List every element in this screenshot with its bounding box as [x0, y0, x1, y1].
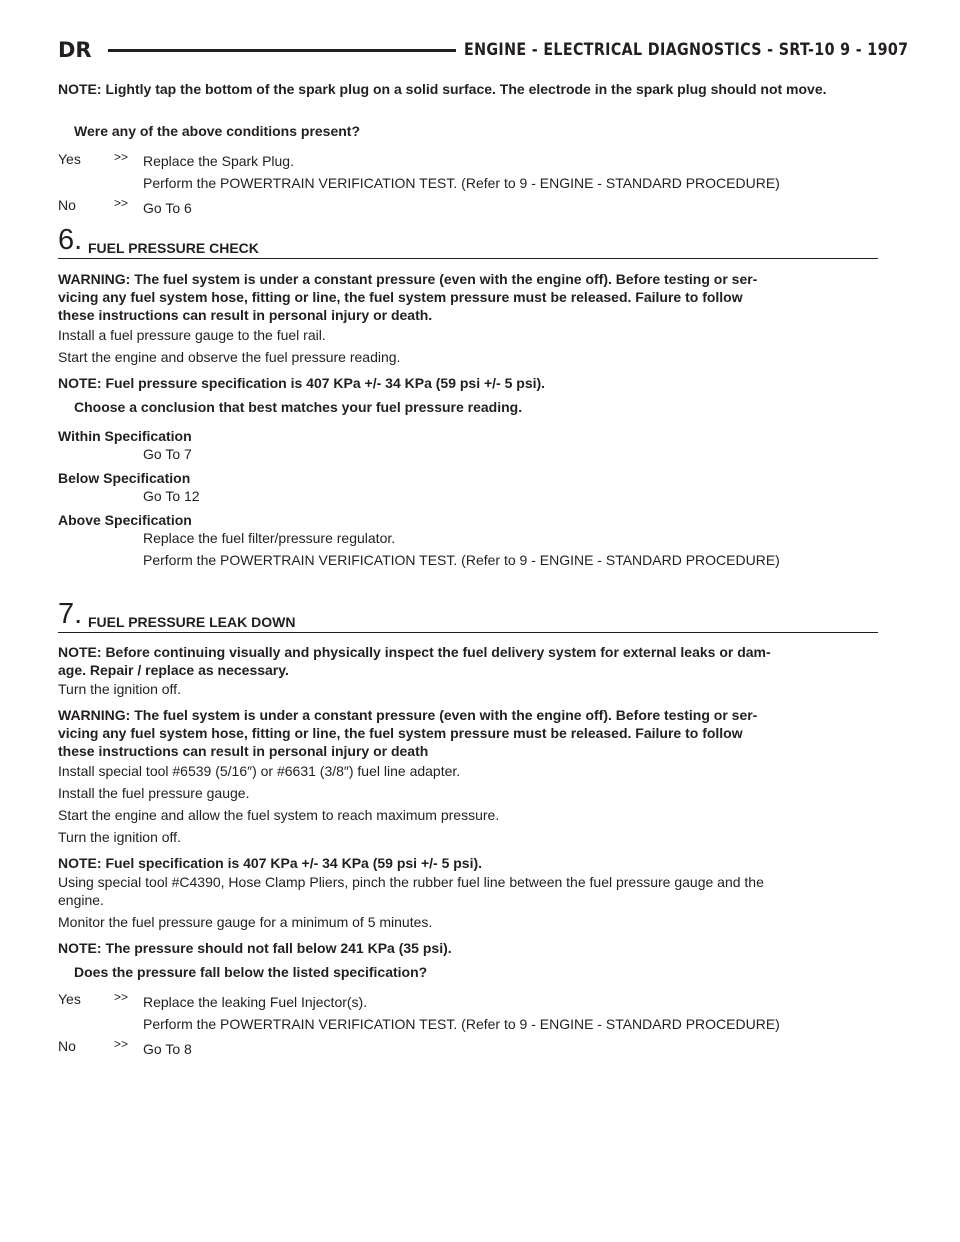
step-6-note: NOTE: Fuel pressure specification is 407 KPa +/- 34 KPa (59 psi +/- 5 psi).	[58, 375, 546, 391]
step-7-heading	[58, 598, 878, 633]
header-model-code: DR	[58, 38, 92, 62]
step-7-pliers-line-1: Using special tool #C4390, Hose Clamp Pliers, pinch the rubber fuel line between the fuel pressure gauge and the	[58, 874, 764, 890]
step-6-warning-line-3: these instructions can result in personal injury or death.	[58, 307, 433, 323]
intro-yes-arrow: >>	[114, 150, 129, 164]
step-7-yes-label: Yes	[58, 991, 81, 1007]
step-7-number: 7.	[58, 598, 83, 630]
intro-yes-action-1: Replace the Spark Plug.	[143, 153, 294, 169]
step-7-note-1	[58, 643, 878, 679]
step-7-title: FUEL PRESSURE LEAK DOWN	[88, 614, 296, 630]
step-6-title: FUEL PRESSURE CHECK	[88, 240, 259, 256]
step-6-within-action: Go To 7	[143, 446, 192, 462]
intro-question: Were any of the above conditions present?	[74, 123, 361, 139]
step-6-install: Install a fuel pressure gauge to the fuel rail.	[58, 327, 326, 343]
step-6-question: Choose a conclusion that best matches your fuel pressure reading.	[74, 399, 523, 415]
step-6-warning	[58, 270, 878, 324]
intro-yes-action-2: Perform the POWERTRAIN VERIFICATION TEST. (Refer to 9 - ENGINE - STANDARD PROCEDURE)	[143, 175, 780, 191]
step-6-number: 6.	[58, 224, 83, 256]
step-7-yes-action-2: Perform the POWERTRAIN VERIFICATION TEST. (Refer to 9 - ENGINE - STANDARD PROCEDURE)	[143, 1016, 780, 1032]
step-6-above-action-1: Replace the fuel filter/pressure regulator.	[143, 530, 396, 546]
step-7-question: Does the pressure fall below the listed specification?	[74, 964, 428, 980]
intro-no-arrow: >>	[114, 196, 129, 210]
step-7-warning-line-3: these instructions can result in personal injury or death	[58, 743, 429, 759]
step-7-pliers	[58, 873, 878, 909]
step-7-monitor: Monitor the fuel pressure gauge for a minimum of 5 minutes.	[58, 914, 433, 930]
page-header	[48, 36, 909, 66]
step-7-install-tool: Install special tool #6539 (5/16″) or #6631 (3/8″) fuel line adapter.	[58, 763, 461, 779]
step-7-no-arrow: >>	[114, 1037, 129, 1051]
intro-note: NOTE: Lightly tap the bottom of the spark plug on a solid surface. The electrode in the spark plug should not move.	[58, 81, 827, 97]
step-7-yes-action-1: Replace the leaking Fuel Injector(s).	[143, 994, 368, 1010]
step-6-within-label: Within Specification	[58, 428, 192, 444]
step-7-no-label: No	[58, 1038, 76, 1054]
step-7-start: Start the engine and allow the fuel system to reach maximum pressure.	[58, 807, 500, 823]
step-7-warning	[58, 706, 878, 760]
step-7-install-gauge: Install the fuel pressure gauge.	[58, 785, 250, 801]
step-6-start: Start the engine and observe the fuel pressure reading.	[58, 349, 401, 365]
step-7-note-1-line-2: age. Repair / replace as necessary.	[58, 662, 289, 678]
step-7-warning-line-2: vicing any fuel system hose, fitting or line, the fuel system pressure must be released. Failure to follow	[58, 725, 743, 741]
intro-no-action: Go To 6	[143, 200, 192, 216]
step-7-turn-off-2: Turn the ignition off.	[58, 829, 181, 845]
header-section-title: ENGINE - ELECTRICAL DIAGNOSTICS - SRT-10 9 - 1907	[464, 40, 909, 60]
step-6-below-action: Go To 12	[143, 488, 200, 504]
step-7-yes-arrow: >>	[114, 990, 129, 1004]
step-6-heading	[58, 224, 878, 259]
step-7-note-3: NOTE: The pressure should not fall below 241 KPa (35 psi).	[58, 940, 452, 956]
step-6-warning-line-2: vicing any fuel system hose, fitting or line, the fuel system pressure must be released. Failure to follow	[58, 289, 743, 305]
step-7-no-action: Go To 8	[143, 1041, 192, 1057]
step-7-pliers-line-2: engine.	[58, 892, 104, 908]
step-7-warning-line-1: WARNING: The fuel system is under a constant pressure (even with the engine off). Before testing or ser-	[58, 707, 758, 723]
intro-no-label: No	[58, 197, 76, 213]
header-rule	[108, 49, 456, 52]
intro-yes-label: Yes	[58, 151, 81, 167]
step-6-warning-line-1: WARNING: The fuel system is under a constant pressure (even with the engine off). Before testing or ser-	[58, 271, 758, 287]
step-7-note-1-line-1: NOTE: Before continuing visually and physically inspect the fuel delivery system for external leaks or dam-	[58, 644, 771, 660]
step-7-turn-off-1: Turn the ignition off.	[58, 681, 181, 697]
step-6-above-label: Above Specification	[58, 512, 192, 528]
step-6-above-action-2: Perform the POWERTRAIN VERIFICATION TEST. (Refer to 9 - ENGINE - STANDARD PROCEDURE)	[143, 552, 780, 568]
step-6-below-label: Below Specification	[58, 470, 191, 486]
step-7-note-2: NOTE: Fuel specification is 407 KPa +/- 34 KPa (59 psi +/- 5 psi).	[58, 855, 483, 871]
